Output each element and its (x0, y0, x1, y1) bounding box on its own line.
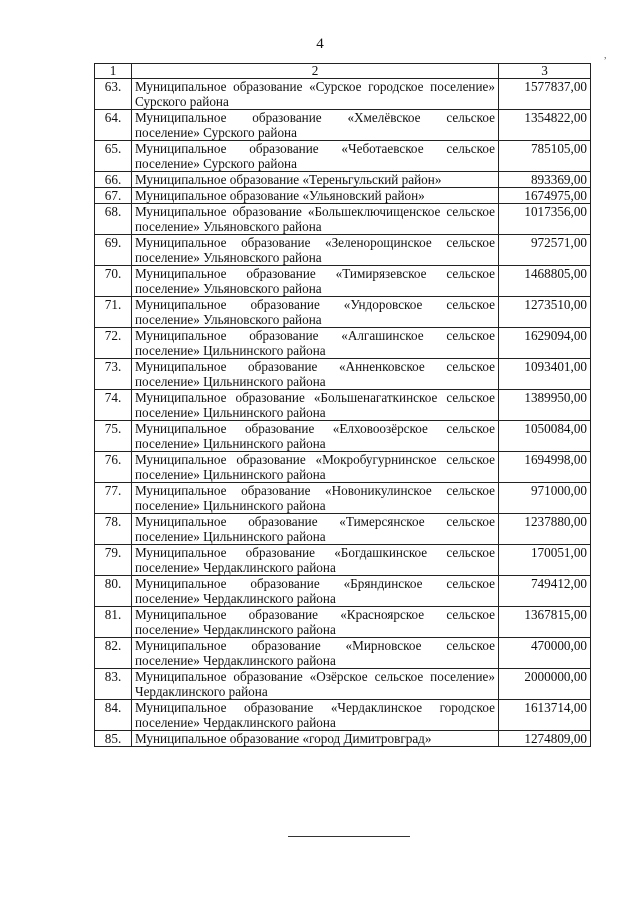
row-amount: 749412,00 (499, 576, 591, 607)
row-name: Муниципальное образование «Новоникулинское сельское поселение» Цильнинского района (132, 483, 499, 514)
table-row (95, 79, 591, 110)
row-amount: 1629094,00 (499, 328, 591, 359)
row-amount: 1274809,00 (499, 731, 591, 747)
table-row (95, 235, 591, 266)
row-amount: 1367815,00 (499, 607, 591, 638)
row-amount: 170051,00 (499, 545, 591, 576)
table-row (95, 731, 591, 747)
table-row (95, 266, 591, 297)
row-name: Муниципальное образование «Ульяновский район» (132, 188, 499, 204)
row-amount: 1389950,00 (499, 390, 591, 421)
row-number: 81. (95, 607, 132, 638)
row-amount: 1354822,00 (499, 110, 591, 141)
table-row (95, 390, 591, 421)
row-name: Муниципальное образование «Анненковское сельское поселение» Цильнинского района (132, 359, 499, 390)
row-name: Муниципальное образование «Красноярское сельское поселение» Чердаклинского района (132, 607, 499, 638)
row-amount: 1017356,00 (499, 204, 591, 235)
row-number: 68. (95, 204, 132, 235)
row-name: Муниципальное образование «Мирновское сельское поселение» Чердаклинского района (132, 638, 499, 669)
row-number: 83. (95, 669, 132, 700)
page-number: 4 (316, 36, 324, 52)
row-number: 78. (95, 514, 132, 545)
table-row (95, 204, 591, 235)
row-name: Муниципальное образование «Мокробугурнинское сельское поселение» Цильнинского района (132, 452, 499, 483)
row-amount: 971000,00 (499, 483, 591, 514)
row-number: 71. (95, 297, 132, 328)
table-body (95, 79, 591, 747)
row-name: Муниципальное образование «Чеботаевское сельское поселение» Сурского района (132, 141, 499, 172)
row-name: Муниципальное образование «Тереньгульский район» (132, 172, 499, 188)
table-row (95, 514, 591, 545)
table-row (95, 297, 591, 328)
row-name: Муниципальное образование «Тимирязевское сельское поселение» Ульяновского района (132, 266, 499, 297)
row-amount: 972571,00 (499, 235, 591, 266)
header-row (95, 64, 591, 79)
row-name: Муниципальное образование «Сурское городское поселение» Сурского района (132, 79, 499, 110)
row-number: 73. (95, 359, 132, 390)
row-number: 74. (95, 390, 132, 421)
column-header-number: 1 (95, 64, 132, 79)
row-number: 64. (95, 110, 132, 141)
row-number: 77. (95, 483, 132, 514)
column-header-name: 2 (132, 64, 499, 79)
table-row (95, 483, 591, 514)
row-amount: 1237880,00 (499, 514, 591, 545)
row-number: 65. (95, 141, 132, 172)
table-row (95, 421, 591, 452)
table-row (95, 359, 591, 390)
row-number: 82. (95, 638, 132, 669)
row-number: 66. (95, 172, 132, 188)
row-amount: 1093401,00 (499, 359, 591, 390)
row-amount: 1577837,00 (499, 79, 591, 110)
row-number: 84. (95, 700, 132, 731)
allocation-table (94, 63, 591, 747)
row-amount: 1273510,00 (499, 297, 591, 328)
table-row (95, 188, 591, 204)
table-row (95, 328, 591, 359)
bottom-rule (288, 836, 410, 837)
table-row (95, 669, 591, 700)
row-amount: 470000,00 (499, 638, 591, 669)
row-amount: 1674975,00 (499, 188, 591, 204)
row-name: Муниципальное образование «Алгашинское сельское поселение» Цильнинского района (132, 328, 499, 359)
row-number: 63. (95, 79, 132, 110)
row-name: Муниципальное образование «Ундоровское сельское поселение» Ульяновского района (132, 297, 499, 328)
row-amount: 2000000,00 (499, 669, 591, 700)
table-row (95, 576, 591, 607)
row-name: Муниципальное образование «Тимерсянское сельское поселение» Цильнинского района (132, 514, 499, 545)
table-row (95, 172, 591, 188)
row-name: Муниципальное образование «Большеключищенское сельское поселение» Ульяновского района (132, 204, 499, 235)
row-number: 85. (95, 731, 132, 747)
row-name: Муниципальное образование «Богдашкинское сельское поселение» Чердаклинского района (132, 545, 499, 576)
row-name: Муниципальное образование «Бряндинское сельское поселение» Чердаклинского района (132, 576, 499, 607)
table-row (95, 545, 591, 576)
margin-mark: , (604, 50, 607, 61)
row-number: 79. (95, 545, 132, 576)
table-row (95, 141, 591, 172)
row-name: Муниципальное образование «Елховоозёрское сельское поселение» Цильнинского района (132, 421, 499, 452)
column-header-amount: 3 (499, 64, 591, 79)
row-amount: 1050084,00 (499, 421, 591, 452)
table-row (95, 607, 591, 638)
table-row (95, 110, 591, 141)
row-amount: 1468805,00 (499, 266, 591, 297)
row-name: Муниципальное образование «город Димитровград» (132, 731, 499, 747)
row-amount: 1613714,00 (499, 700, 591, 731)
row-name: Муниципальное образование «Хмелёвское сельское поселение» Сурского района (132, 110, 499, 141)
row-number: 67. (95, 188, 132, 204)
table-row (95, 700, 591, 731)
row-number: 69. (95, 235, 132, 266)
row-amount: 1694998,00 (499, 452, 591, 483)
row-name: Муниципальное образование «Большенагаткинское сельское поселение» Цильнинского района (132, 390, 499, 421)
row-name: Муниципальное образование «Чердаклинское городское поселение» Чердаклинского района (132, 700, 499, 731)
row-number: 80. (95, 576, 132, 607)
row-amount: 893369,00 (499, 172, 591, 188)
table-row (95, 638, 591, 669)
row-name: Муниципальное образование «Зеленорощинское сельское поселение» Ульяновского района (132, 235, 499, 266)
row-number: 75. (95, 421, 132, 452)
row-number: 76. (95, 452, 132, 483)
row-number: 70. (95, 266, 132, 297)
row-name: Муниципальное образование «Озёрское сельское поселение» Чердаклинского района (132, 669, 499, 700)
table-row (95, 452, 591, 483)
row-number: 72. (95, 328, 132, 359)
row-amount: 785105,00 (499, 141, 591, 172)
